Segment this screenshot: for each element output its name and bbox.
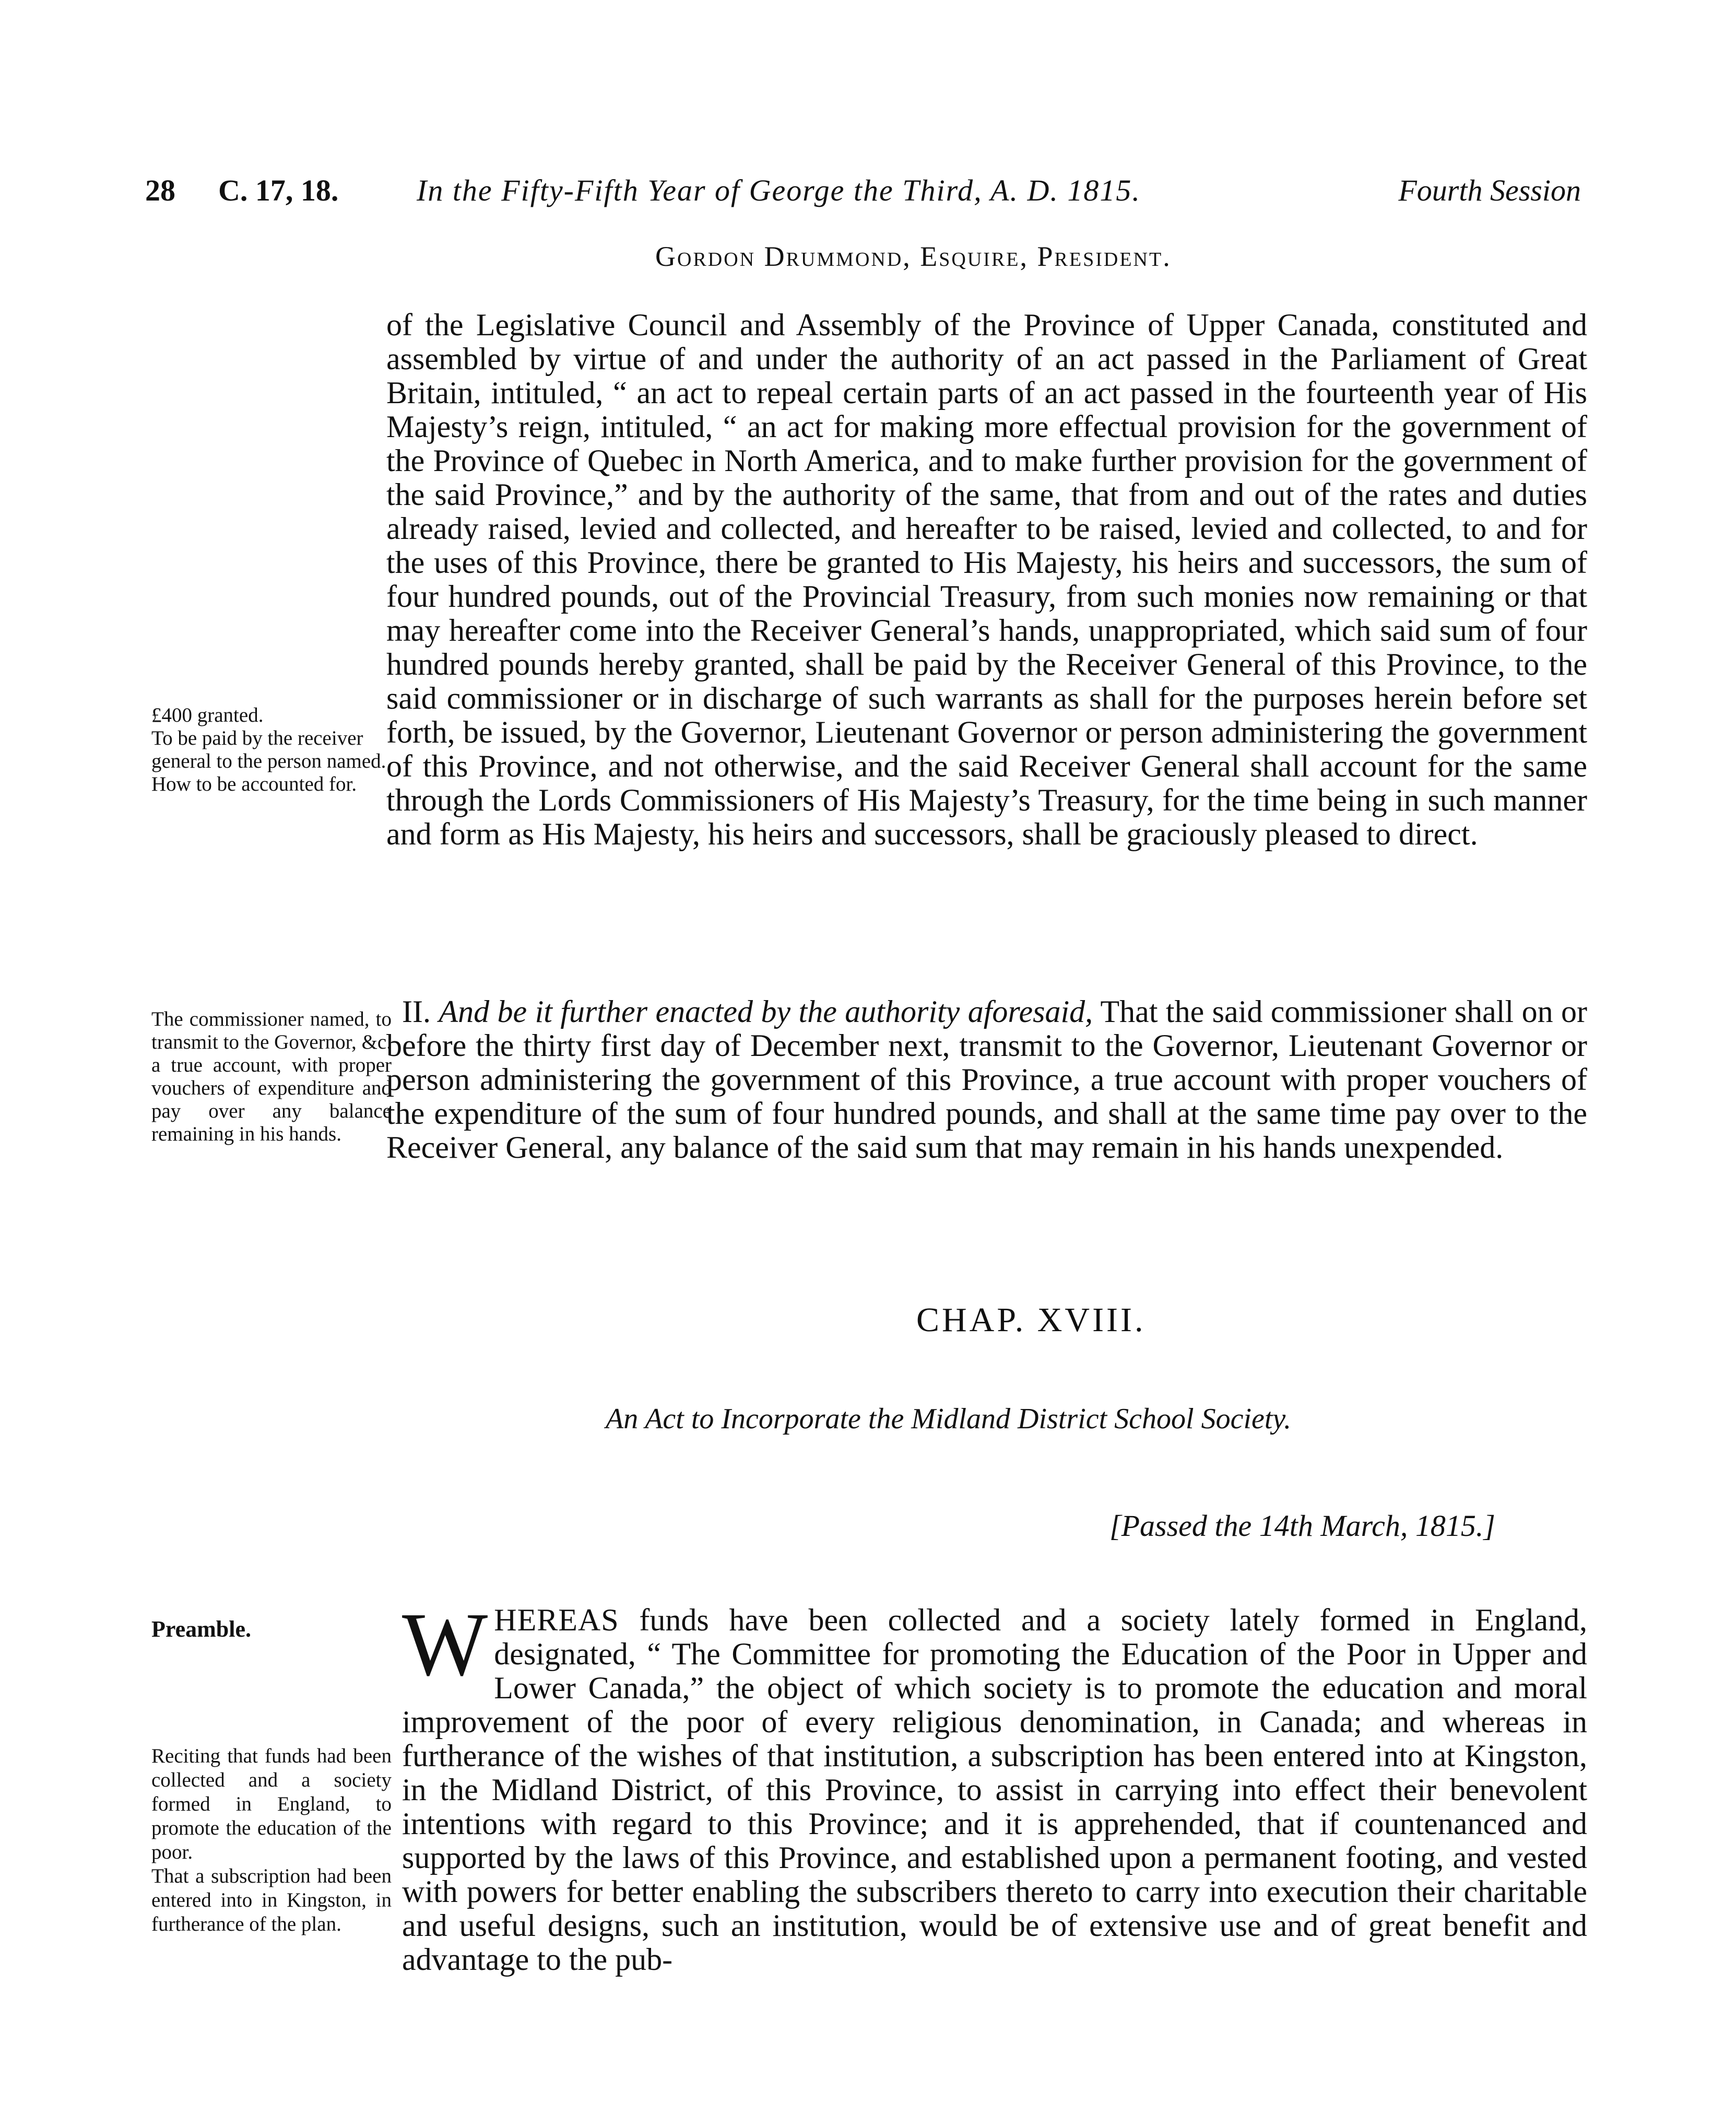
header-title: In the Fifty-Fifth Year of George the Third, A. D. 1815. (417, 173, 1141, 207)
preamble-lead: HEREAS (494, 1603, 619, 1637)
chapter-heading: CHAP. XVIII. (916, 1301, 1146, 1339)
chapter-reference: C. 17, 18. (218, 173, 339, 207)
section-two-paragraph (386, 995, 1587, 1204)
section-two-text: That the said commissioner shall on or before the thirty first day of December next, transmit to the Governor, Lieutenant Governor or person administering the government of this Province, a true account with proper vouchers of the expenditure of the sum of four hundred pounds, and shall at the same time pay over to the Receiver General, any balance of the said sum that may remain in his hands unexpended. (386, 994, 1588, 1165)
session-label: Fourth Session (1398, 173, 1581, 207)
passed-date: [Passed the 14th March, 1815.] (1109, 1509, 1495, 1543)
margin-note-granted: £400 granted. (151, 704, 264, 726)
enacting-clause: And be it further enacted by the authority aforesaid, (439, 994, 1093, 1029)
act-title: An Act to Incorporate the Midland District School Society. (606, 1403, 1292, 1435)
margin-note-commissioner: The commissioner named, to transmit to the Governor, &c. a true account, with proper vouchers of expenditure and pay over any balance remaining in his hands. (151, 1008, 392, 1145)
drop-cap: W (402, 1594, 488, 1695)
preamble-text: funds have been collected and a society lately formed in England, designated, “ The Committee for promoting the Education of the Poor in Upper and Lower Canada,” the object of which society is to promote the education and moral improvement of the poor of every religious denomination, in Canada; and whereas in furtherance of the wishes of that institution, a subscription has been entered into at Kingston, in the Midland District, of this Province, to assist in carrying into effect their benevolent intentions with regard to this Province; and it is apprehended, that if countenanced and supported by the laws of this Province, and established upon a permanent footing, and vested with powers for better enabling the subscribers thereto to carry into execution their charitable and useful designs, such an institution, would be of extensive use and of great benefit and advantage to the pub- (402, 1603, 1587, 1977)
margin-note-accounted: How to be accounted for. (151, 773, 357, 795)
margin-note-paid-by: To be paid by the receiver general to the person named. (151, 727, 386, 772)
margin-note-preamble: Preamble. (151, 1616, 252, 1642)
section-numeral: II. (402, 994, 431, 1029)
page-number: 28 (145, 173, 175, 207)
margin-note-reciting (151, 1744, 392, 1936)
preamble-paragraph (402, 1594, 1587, 2000)
president-line: Gordon Drummond, Esquire, President. (655, 241, 1172, 272)
continuation-paragraph: of the Legislative Council and Assembly of the Province of Upper Canada, constituted and assembled by virtue of and under the authority of an act passed in the Parliament of Great Britain, intituled, “ an act to repeal certain parts of an act passed in the fourteenth year of His Majesty’s reign, intituled, “ an act for making more effectual provision for the government of the Province of Quebec in North America, and to make further provision for the government of the said Province,” and by the authority of the same, that from and out of the rates and duties already raised, levied and collected, and hereafter to be raised, levied and collected, to and for the uses of this Province, there be granted to His Majesty, his heirs and successors, the sum of four hundred pounds, out of the Provincial Treasury, from such monies now remaining or that may hereafter come into the Receiver General’s hands, unappropriated, which said sum of four hundred pounds hereby granted, shall be paid by the Receiver General of this Province, to the said commissioner or in discharge of such warrants as shall for the purposes herein before set forth, be issued, by the Governor, Lieutenant Governor or person administering the government of this Province, and not otherwise, and the said Receiver General shall account for the same through the Lords Commissioners of His Majesty’s Treasury, for the time being in such manner and form as His Majesty, his heirs and successors, shall be graciously pleased to direct. (386, 308, 1587, 851)
margin-note-funds: Reciting that funds had been collected and a society formed in England, to promote the education of the poor. (151, 1745, 392, 1863)
margin-note-subscription: That a subscription had been entered into in Kingston, in furtherance of the plan. (151, 1865, 392, 1935)
margin-note-grant (151, 704, 392, 796)
running-header (145, 167, 1581, 214)
